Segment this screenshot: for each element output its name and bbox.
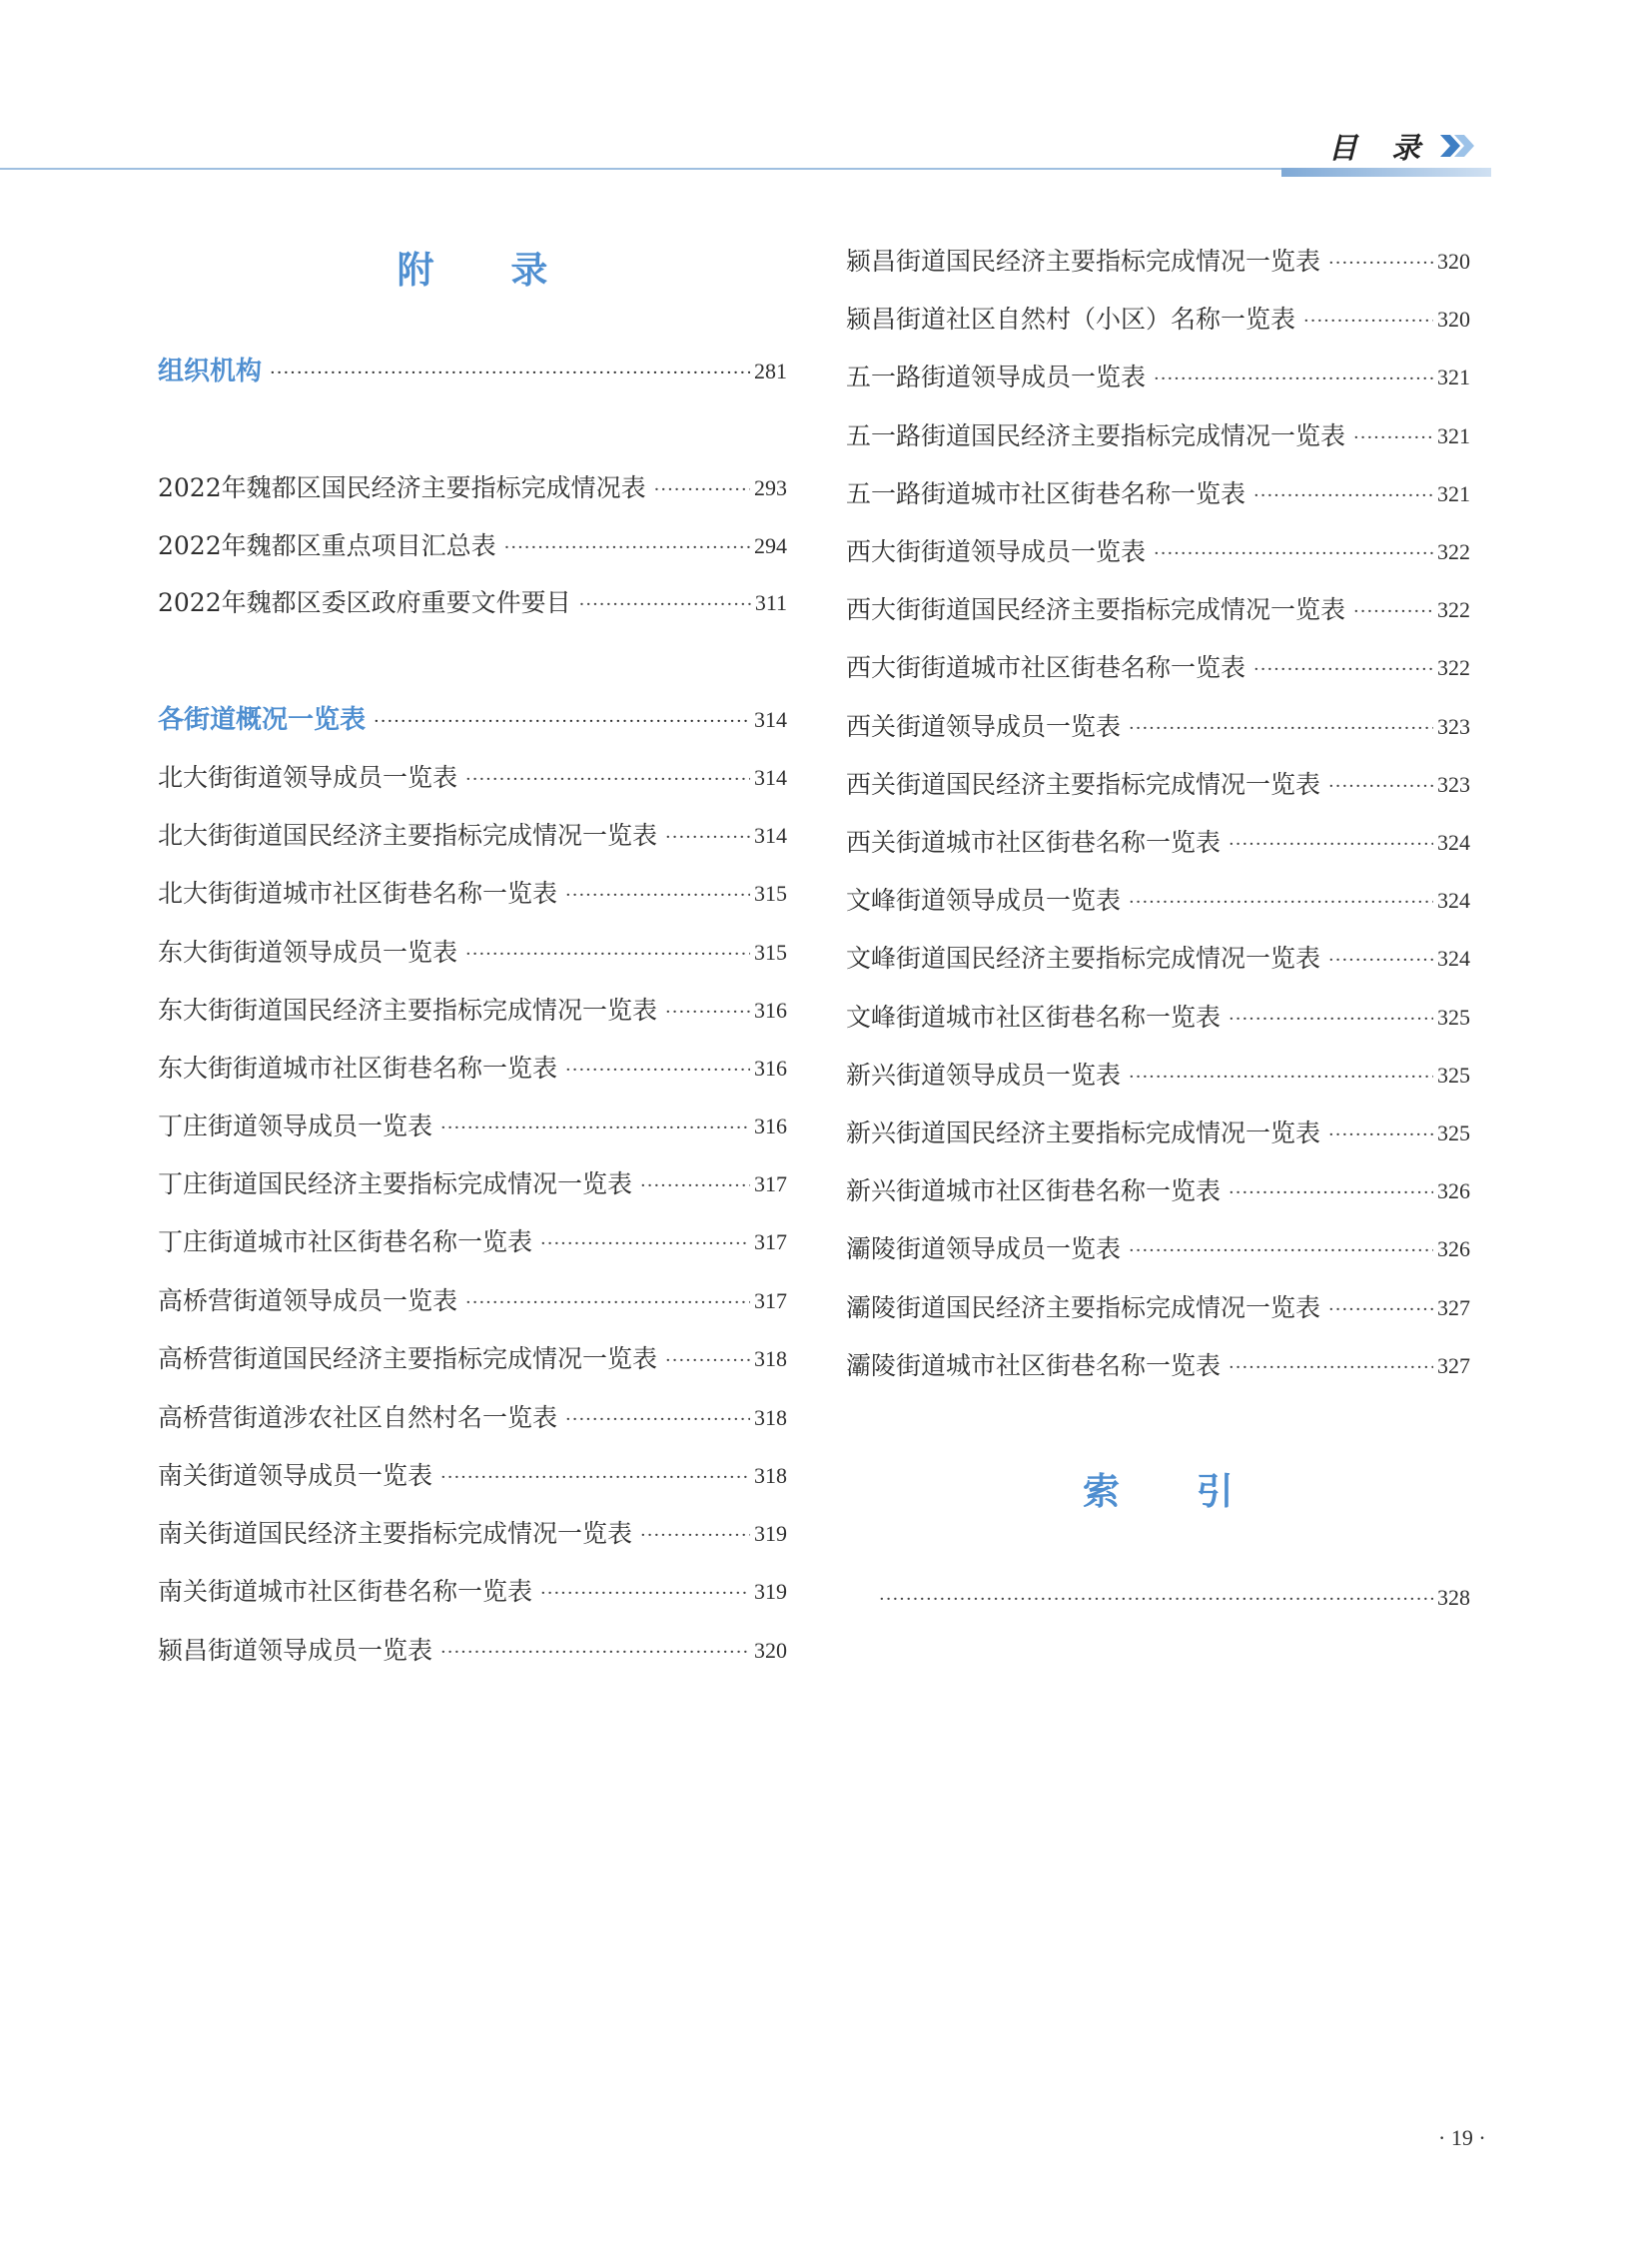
toc-entry-title: 高桥营街道涉农社区自然村名一览表 [158,1403,558,1432]
toc-entry-title: 丁庄街道领导成员一览表 [158,1112,433,1140]
toc-entry-page: 311 [754,590,787,615]
toc-dot-leader [1328,947,1433,975]
toc-entry-page: 325 [1437,1005,1470,1030]
toc-dot-leader [1328,1121,1433,1149]
toc-entry-page: 328 [1437,1585,1470,1610]
toc-entry-title: 南关街道领导成员一览表 [158,1461,433,1490]
toc-entry-title: 2022年魏都区重点项目汇总表 [158,531,496,560]
header-rule [0,168,1473,170]
toc-dot-leader [665,824,750,852]
toc-entry-page: 320 [754,1638,787,1663]
toc-entry-title: 丁庄街道城市社区街巷名称一览表 [158,1227,533,1256]
toc-entry[interactable] [158,987,787,1027]
toc-dot-leader [465,766,750,794]
toc-entry-title: 灞陵街道国民经济主要指标完成情况一览表 [846,1293,1321,1322]
toc-dot-leader [1229,1179,1433,1207]
toc-entry[interactable] [158,1160,787,1200]
toc-entry-title: 新兴街道国民经济主要指标完成情况一览表 [846,1119,1321,1147]
toc-entry[interactable] [846,644,1470,684]
toc-entry-page: 324 [1437,830,1470,855]
toc-entry[interactable] [846,1342,1470,1382]
toc-entry-title: 五一路街道领导成员一览表 [846,363,1147,391]
toc-entry-title: 组织机构 [158,357,263,386]
toc-entry-title: 高桥营街道领导成员一览表 [158,1286,458,1315]
toc-dot-leader [1353,598,1433,626]
toc-entry[interactable] [158,1103,787,1142]
toc-entry-title: 西大街街道城市社区街巷名称一览表 [846,653,1246,682]
toc-entry-page: 320 [1437,307,1470,332]
toc-dot-leader [540,1580,750,1608]
toc-entry[interactable] [846,1052,1470,1092]
toc-entry[interactable] [158,1510,787,1550]
toc-dot-leader [665,999,750,1027]
toc-entry-title: 灞陵街道城市社区街巷名称一览表 [846,1351,1222,1380]
toc-entry[interactable] [846,412,1470,452]
toc-entry[interactable] [158,522,787,562]
toc-entry[interactable] [846,586,1470,626]
toc-entry[interactable] [846,877,1470,917]
toc-entry-title: 五一路街道国民经济主要指标完成情况一览表 [846,421,1346,450]
toc-entry-page: 320 [1437,249,1470,274]
toc-dot-leader [1328,773,1433,801]
toc-entry-title: 东大街街道领导成员一览表 [158,938,458,967]
double-chevron-icon [1438,133,1478,159]
toc-entry[interactable] [846,470,1470,510]
toc-entry[interactable] [846,761,1470,801]
toc-entry-title: 五一路街道城市社区街巷名称一览表 [846,479,1246,508]
toc-entry-page: 321 [1437,365,1470,389]
toc-dot-leader [565,882,750,910]
toc-entry-page: 327 [1437,1353,1470,1378]
toc-category-entry[interactable] [158,348,787,387]
toc-dot-leader [1229,1006,1433,1034]
running-header [1328,126,1478,166]
toc-dot-leader [1303,308,1433,336]
toc-entry-title: 高桥营街道国民经济主要指标完成情况一览表 [158,1344,658,1373]
toc-entry-page: 325 [1437,1063,1470,1088]
toc-entry-page: 323 [1437,714,1470,739]
header-accent-bar [1281,168,1491,177]
toc-entry-title: 北大街街道城市社区街巷名称一览表 [158,879,558,908]
toc-entry[interactable] [846,1225,1470,1265]
toc-entry-title: 东大街街道城市社区街巷名称一览表 [158,1054,558,1083]
toc-entry-page: 317 [754,1288,787,1313]
toc-entry[interactable] [846,703,1470,743]
toc-entry-page: 325 [1437,1121,1470,1145]
toc-entry-page: 315 [754,881,787,906]
toc-dot-leader [654,476,750,504]
toc-entry-title: 北大街街道领导成员一览表 [158,763,458,792]
toc-entry-title: 西关街道领导成员一览表 [846,712,1122,741]
toc-entry-page: 317 [754,1171,787,1196]
toc-dot-leader [374,708,750,736]
toc-entry[interactable] [846,819,1470,859]
toc-entry-page: 321 [1437,423,1470,448]
toc-dot-leader [440,1115,750,1142]
toc-entry[interactable] [158,579,787,619]
toc-entry-page: 324 [1437,888,1470,913]
toc-entry[interactable] [846,1167,1470,1207]
toc-entry-title: 西关街道城市社区街巷名称一览表 [846,828,1222,857]
toc-entry-title: 丁庄街道国民经济主要指标完成情况一览表 [158,1169,633,1198]
toc-dot-leader [640,1522,750,1550]
toc-entry[interactable] [158,1627,787,1667]
toc-entry-page: 316 [754,1056,787,1081]
toc-dot-leader [1154,540,1433,568]
toc-entry-page: 319 [754,1579,787,1604]
toc-dot-leader [879,1586,1433,1614]
toc-entry[interactable] [846,238,1470,278]
toc-category-entry[interactable] [158,696,787,736]
toc-entry[interactable] [158,1335,787,1375]
toc-entry-title: 各街道概况一览表 [158,705,367,735]
toc-dot-leader [440,1639,750,1667]
toc-entry[interactable] [846,296,1470,336]
toc-entry[interactable] [846,935,1470,975]
toc-entry-page: 318 [754,1463,787,1488]
toc-entry[interactable] [846,528,1470,568]
toc-dot-leader [540,1230,750,1258]
toc-entry-title: 西大街街道国民经济主要指标完成情况一览表 [846,595,1346,624]
toc-entry[interactable] [158,929,787,969]
toc-entry-title: 西大街街道领导成员一览表 [846,537,1147,566]
toc-entry-page: 317 [754,1229,787,1254]
toc-entry-title: 灞陵街道领导成员一览表 [846,1234,1122,1263]
toc-entry-title: 文峰街道国民经济主要指标完成情况一览表 [846,944,1321,973]
toc-entry-page: 326 [1437,1236,1470,1261]
toc-entry-title: 南关街道城市社区街巷名称一览表 [158,1577,533,1606]
toc-entry-page: 314 [754,823,787,848]
toc-entry-title: 文峰街道城市社区街巷名称一览表 [846,1003,1222,1032]
toc-dot-leader [1129,1237,1433,1265]
toc-dot-leader [440,1464,750,1492]
toc-dot-leader [1253,656,1433,684]
toc-entry-page: 314 [754,707,787,732]
index-heading: 索 引 [1083,1469,1265,1513]
toc-entry[interactable] [158,754,787,794]
toc-entry[interactable] [158,1452,787,1492]
toc-dot-leader [1253,482,1433,510]
toc-entry-page: 322 [1437,539,1470,564]
toc-entry-page: 281 [754,359,787,383]
toc-entry[interactable] [158,1394,787,1434]
toc-entry[interactable] [158,1568,787,1608]
toc-entry[interactable] [158,1045,787,1085]
toc-entry[interactable] [846,994,1470,1034]
toc-entry-page: 324 [1437,946,1470,971]
toc-dot-leader [1129,889,1433,917]
toc-dot-leader [565,1057,750,1085]
toc-entry-title: 颍昌街道社区自然村（小区）名称一览表 [846,305,1296,334]
toc-entry-page: 319 [754,1521,787,1546]
toc-dot-leader [465,1289,750,1317]
toc-dot-leader [1229,831,1433,859]
toc-entry-page: 322 [1437,655,1470,680]
page-number: · 19 · [1438,2125,1486,2150]
toc-entry-title: 颍昌街道国民经济主要指标完成情况一览表 [846,247,1321,276]
toc-entry-title: 文峰街道领导成员一览表 [846,886,1122,915]
toc-entry[interactable] [158,1277,787,1317]
toc-dot-leader [579,591,751,619]
toc-entry-title: 新兴街道城市社区街巷名称一览表 [846,1176,1222,1205]
toc-dot-leader [465,941,750,969]
toc-entry-page: 316 [754,998,787,1023]
toc-dot-leader [1129,1064,1433,1092]
toc-entry-page: 323 [1437,772,1470,797]
toc-entry-page: 315 [754,940,787,965]
toc-entry-page: 327 [1437,1295,1470,1320]
toc-entry-page: 318 [754,1346,787,1371]
toc-entry[interactable] [158,464,787,504]
toc-entry[interactable] [846,1284,1470,1324]
toc-entry[interactable] [846,354,1470,393]
toc-dot-leader [1328,1296,1433,1324]
toc-entry-page: 318 [754,1405,787,1430]
toc-entry-page: 314 [754,765,787,790]
running-header-title: 目 录 [1328,130,1433,165]
toc-dot-leader [1229,1354,1433,1382]
toc-entry[interactable] [871,1574,1470,1614]
toc-entry-title: 2022年魏都区委区政府重要文件要目 [158,588,571,617]
toc-entry-page: 293 [754,475,787,500]
toc-dot-leader [504,534,750,562]
toc-entry-page: 321 [1437,481,1470,506]
toc-dot-leader [1129,715,1433,743]
toc-entry-title: 西关街道国民经济主要指标完成情况一览表 [846,770,1321,799]
toc-entry-title: 东大街街道国民经济主要指标完成情况一览表 [158,996,658,1025]
toc-dot-leader [1328,250,1433,278]
toc-entry-title: 北大街街道国民经济主要指标完成情况一览表 [158,821,658,850]
toc-dot-leader [1353,424,1433,452]
toc-entry-title: 颍昌街道领导成员一览表 [158,1636,433,1665]
toc-entry-page: 294 [754,533,787,558]
toc-dot-leader [1154,366,1433,393]
appendix-heading: 附 录 [397,248,580,292]
toc-entry-title: 2022年魏都区国民经济主要指标完成情况表 [158,473,646,502]
toc-entry-page: 322 [1437,597,1470,622]
toc-dot-leader [665,1347,750,1375]
toc-entry-page: 316 [754,1114,787,1138]
toc-entry-title: 新兴街道领导成员一览表 [846,1061,1122,1090]
toc-entry-page: 326 [1437,1178,1470,1203]
toc-dot-leader [565,1406,750,1434]
toc-entry[interactable] [158,812,787,852]
toc-dot-leader [270,360,750,387]
toc-dot-leader [640,1172,750,1200]
toc-entry-title: 南关街道国民经济主要指标完成情况一览表 [158,1519,633,1548]
toc-entry[interactable] [846,1110,1470,1149]
toc-entry[interactable] [158,870,787,910]
toc-entry[interactable] [158,1218,787,1258]
